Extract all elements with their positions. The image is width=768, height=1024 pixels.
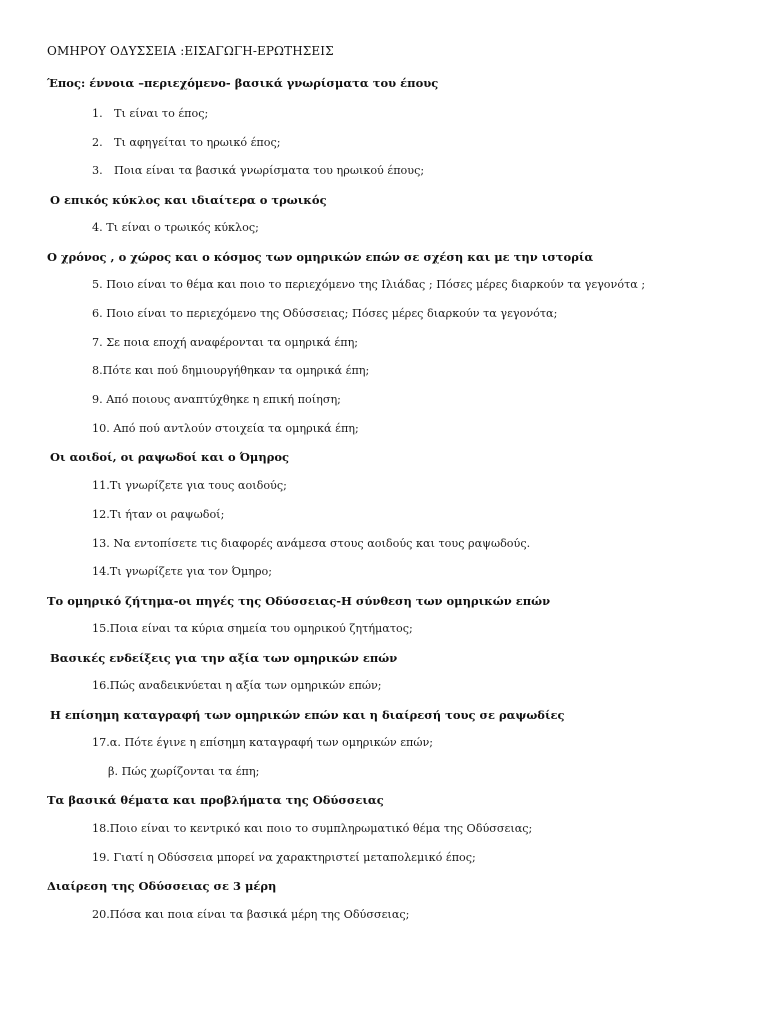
- question-item: 8.Πότε και πού δημιουργήθηκαν τα ομηρικά έπη;: [92, 364, 370, 377]
- question-item: 20.Πόσα και ποια είναι τα βασικά μέρη της Οδύσσειας;: [92, 908, 410, 921]
- question-item: 18.Ποιο είναι το κεντρικό και ποιο το συμπληρωματικό θέμα της Οδύσσειας;: [92, 822, 533, 835]
- section-heading: Βασικές ενδείξεις για την αξία των ομηρικών επών: [50, 651, 398, 665]
- section-heading: Οι αοιδοί, οι ραψωδοί και ο Όμηρος: [50, 450, 290, 464]
- question-item: 15.Ποια είναι τα κύρια σημεία του ομηρικού ζητήματος;: [92, 622, 413, 635]
- question-number: 1.: [92, 107, 103, 120]
- question-item: 4. Τι είναι ο τρωικός κύκλος;: [92, 221, 259, 234]
- section-heading: Ο επικός κύκλος και ιδιαίτερα ο τρωικός: [50, 193, 327, 207]
- section-heading: Έπος: έννοια –περιεχόμενο- βασικά γνωρίσματα του έπους: [47, 76, 439, 90]
- question-item: [92, 163, 424, 179]
- section-heading: Η επίσημη καταγραφή των ομηρικών επών και η διαίρεσή τους σε ραψωδίες: [50, 708, 565, 722]
- question-item: 13. Να εντοπίσετε τις διαφορές ανάμεσα στους αοιδούς και τους ραψωδούς.: [92, 537, 531, 550]
- question-item: β. Πώς χωρίζονται τα έπη;: [108, 765, 260, 778]
- question-item: 19. Γιατί η Οδύσσεια μπορεί να χαρακτηριστεί μεταπολεμικό έπος;: [92, 851, 476, 864]
- question-item: [92, 106, 208, 122]
- section-heading: Το ομηρικό ζήτημα-οι πηγές της Οδύσσειας-Η σύνθεση των ομηρικών επών: [47, 594, 551, 608]
- question-item: [92, 135, 281, 151]
- section-heading: Διαίρεση της Οδύσσειας σε 3 μέρη: [47, 879, 277, 893]
- question-item: 11.Τι γνωρίζετε για τους αοιδούς;: [92, 479, 287, 492]
- section-heading: Τα βασικά θέματα και προβλήματα της Οδύσσειας: [47, 793, 384, 807]
- question-number: 3.: [92, 164, 103, 177]
- question-item: 16.Πώς αναδεικνύεται η αξία των ομηρικών επών;: [92, 679, 382, 692]
- section-heading: Ο χρόνος , ο χώρος και ο κόσμος των ομηρικών επών σε σχέση και με την ιστορία: [47, 250, 594, 264]
- question-item: 7. Σε ποια εποχή αναφέρονται τα ομηρικά έπη;: [92, 336, 359, 349]
- question-item: 12.Τι ήταν οι ραψωδοί;: [92, 508, 225, 521]
- document-title: ΟΜΗΡΟΥ ΟΔΥΣΣΕΙΑ :ΕΙΣΑΓΩΓΗ-ΕΡΩΤΗΣΕΙΣ: [47, 44, 334, 58]
- question-item: 6. Ποιο είναι το περιεχόμενο της Οδύσσειας; Πόσες μέρες διαρκούν τα γεγονότα;: [92, 307, 558, 320]
- question-number: 2.: [92, 136, 103, 149]
- question-item: 10. Από πού αντλούν στοιχεία τα ομηρικά έπη;: [92, 422, 359, 435]
- question-text: Ποια είναι τα βασικά γνωρίσματα του ηρωικού έπους;: [114, 164, 425, 177]
- question-item: 17.α. Πότε έγινε η επίσημη καταγραφή των ομηρικών επών;: [92, 736, 434, 749]
- question-item: 9. Από ποιους αναπτύχθηκε η επική ποίηση;: [92, 393, 341, 406]
- question-text: Τι αφηγείται το ηρωικό έπος;: [114, 136, 281, 149]
- question-text: Τι είναι το έπος;: [114, 107, 209, 120]
- question-item: 14.Τι γνωρίζετε για τον Όμηρο;: [92, 565, 273, 578]
- question-item: 5. Ποιο είναι το θέμα και ποιο το περιεχόμενο της Ιλιάδας ; Πόσες μέρες διαρκούν τα γεγονότα ;: [92, 278, 646, 291]
